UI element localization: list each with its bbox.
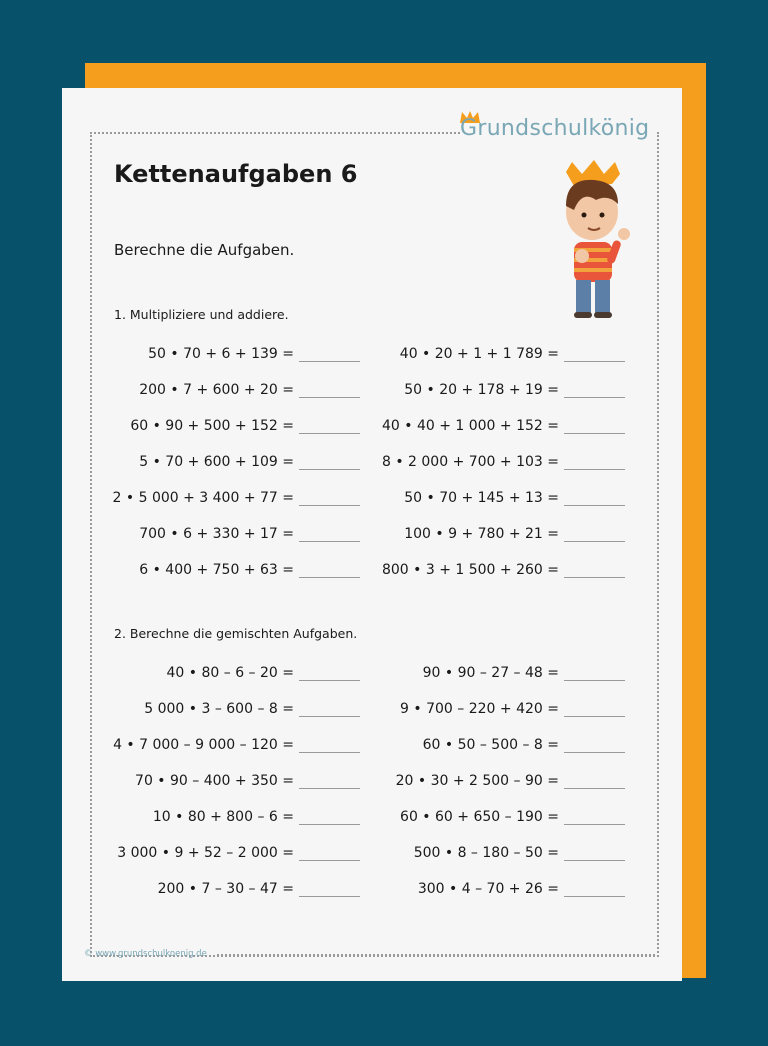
task-expression: 5 000 • 3 – 600 – 8 = — [144, 701, 294, 717]
task-expression: 500 • 8 – 180 – 50 = — [413, 845, 559, 861]
task-expression: 200 • 7 – 30 – 47 = — [157, 881, 294, 897]
task-expression: 40 • 20 + 1 + 1 789 = — [399, 346, 559, 362]
task-row — [112, 526, 360, 546]
answer-line[interactable] — [564, 541, 625, 542]
task-row — [372, 701, 625, 721]
task-expression: 10 • 80 + 800 – 6 = — [152, 809, 294, 825]
task-row — [372, 382, 625, 402]
task-row — [112, 809, 360, 829]
page-title: Kettenaufgaben 6 — [114, 160, 358, 188]
task-expression: 5 • 70 + 600 + 109 = — [139, 454, 294, 470]
task-expression: 50 • 70 + 145 + 13 = — [404, 490, 559, 506]
task-row — [112, 737, 360, 757]
task-expression: 20 • 30 + 2 500 – 90 = — [395, 773, 559, 789]
answer-line[interactable] — [299, 788, 360, 789]
task-expression: 3 000 • 9 + 52 – 2 000 = — [117, 845, 294, 861]
task-row — [372, 809, 625, 829]
answer-line[interactable] — [299, 361, 360, 362]
answer-line[interactable] — [564, 433, 625, 434]
task-expression: 8 • 2 000 + 700 + 103 = — [381, 454, 559, 470]
brand-logo: Grundschulkönig — [460, 116, 650, 141]
task-row — [112, 881, 360, 901]
answer-line[interactable] — [299, 752, 360, 753]
task-row — [112, 701, 360, 721]
task-row — [112, 562, 360, 582]
section1-heading: 1. Multipliziere und addiere. — [114, 307, 289, 322]
answer-line[interactable] — [564, 860, 625, 861]
task-expression: 70 • 90 – 400 + 350 = — [135, 773, 294, 789]
task-row — [372, 526, 625, 546]
answer-line[interactable] — [564, 752, 625, 753]
task-row — [372, 418, 625, 438]
task-row — [372, 737, 625, 757]
task-row — [372, 881, 625, 901]
instruction-text: Berechne die Aufgaben. — [114, 241, 295, 259]
answer-line[interactable] — [564, 469, 625, 470]
task-expression: 50 • 20 + 178 + 19 = — [404, 382, 559, 398]
task-row — [372, 562, 625, 582]
answer-line[interactable] — [299, 896, 360, 897]
answer-line[interactable] — [299, 860, 360, 861]
answer-line[interactable] — [564, 788, 625, 789]
task-expression: 100 • 9 + 780 + 21 = — [404, 526, 559, 542]
task-expression: 4 • 7 000 – 9 000 – 120 = — [113, 737, 294, 753]
task-expression: 60 • 60 + 650 – 190 = — [400, 809, 559, 825]
task-row — [372, 454, 625, 474]
task-row — [112, 346, 360, 366]
answer-line[interactable] — [299, 716, 360, 717]
answer-line[interactable] — [564, 505, 625, 506]
task-expression: 2 • 5 000 + 3 400 + 77 = — [112, 490, 294, 506]
task-expression: 200 • 7 + 600 + 20 = — [139, 382, 294, 398]
answer-line[interactable] — [299, 469, 360, 470]
task-row — [112, 454, 360, 474]
task-expression: 40 • 40 + 1 000 + 152 = — [381, 418, 559, 434]
answer-line[interactable] — [299, 397, 360, 398]
task-row — [112, 665, 360, 685]
answer-line[interactable] — [564, 824, 625, 825]
task-expression: 300 • 4 – 70 + 26 = — [417, 881, 559, 897]
task-row — [112, 490, 360, 510]
task-expression: 90 • 90 – 27 – 48 = — [422, 665, 559, 681]
task-expression: 50 • 70 + 6 + 139 = — [148, 346, 294, 362]
answer-line[interactable] — [564, 716, 625, 717]
answer-line[interactable] — [299, 680, 360, 681]
task-expression: 800 • 3 + 1 500 + 260 = — [381, 562, 559, 578]
answer-line[interactable] — [564, 577, 625, 578]
task-expression: 60 • 90 + 500 + 152 = — [130, 418, 294, 434]
task-row — [112, 845, 360, 865]
worksheet — [62, 88, 682, 981]
answer-line[interactable] — [299, 824, 360, 825]
footer-copyright: © www.grundschulkoenig.de — [84, 949, 207, 959]
task-row — [372, 773, 625, 793]
answer-line[interactable] — [299, 505, 360, 506]
answer-line[interactable] — [299, 541, 360, 542]
task-row — [112, 418, 360, 438]
answer-line[interactable] — [299, 577, 360, 578]
task-expression: 700 • 6 + 330 + 17 = — [139, 526, 294, 542]
task-row — [112, 773, 360, 793]
task-row — [112, 382, 360, 402]
task-expression: 6 • 400 + 750 + 63 = — [139, 562, 294, 578]
task-expression: 9 • 700 – 220 + 420 = — [400, 701, 559, 717]
answer-line[interactable] — [564, 896, 625, 897]
answer-line[interactable] — [564, 361, 625, 362]
answer-line[interactable] — [564, 680, 625, 681]
task-row — [372, 346, 625, 366]
task-row — [372, 665, 625, 685]
boy-with-crown-illustration — [552, 160, 642, 320]
task-expression: 40 • 80 – 6 – 20 = — [166, 665, 294, 681]
section2-heading: 2. Berechne die gemischten Aufgaben. — [114, 626, 358, 641]
bottom-dotted-border — [217, 954, 655, 956]
task-expression: 60 • 50 – 500 – 8 = — [422, 737, 559, 753]
answer-line[interactable] — [564, 397, 625, 398]
task-row — [372, 490, 625, 510]
task-row — [372, 845, 625, 865]
answer-line[interactable] — [299, 433, 360, 434]
